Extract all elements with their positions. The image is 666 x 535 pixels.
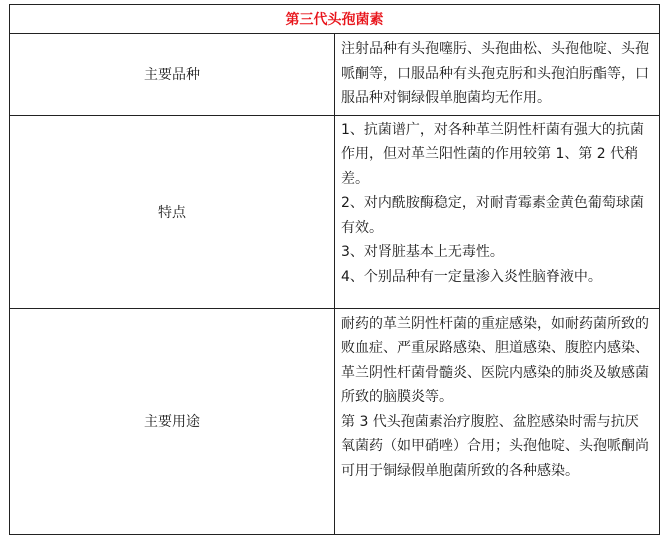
paragraph: 3、对肾脏基本上无毒性。 [341,244,504,260]
paragraph: 2、对内酰胺酶稳定，对耐青霉素金黄色葡萄球菌有效。 [341,195,644,236]
paragraph: 注射品种有头孢噻肟、头孢曲松、头孢他啶、头孢哌酮等，口服品种有头孢克肟和头孢泊肟酯等，口服品种对铜绿假单胞菌均无作用。 [341,41,649,106]
table-title: 第三代头孢菌素 [10,5,660,34]
row-content-main-uses [335,308,660,534]
paragraph: 耐药的革兰阴性杆菌的重症感染，如耐药菌所致的败血症、严重尿路感染、胆道感染、腹腔内感染、革兰阴性杆菌骨髓炎、医院内感染的肺炎及敏感菌所致的脑膜炎等。 [341,315,649,405]
row-label-main-varieties: 主要品种 [10,34,335,116]
table-row [10,115,660,308]
paragraph: 1、抗菌谱广，对各种革兰阴性杆菌有强大的抗菌作用，但对革兰阳性菌的作用较第 1、第 2 代稍差。 [341,121,644,187]
row-label-main-uses: 主要用途 [10,308,335,534]
cephalosporin-info-table [9,4,660,535]
paragraph: 4、个别品种有一定量渗入炎性脑脊液中。 [341,268,602,285]
row-content-features [335,115,660,308]
row-content-main-varieties [335,34,660,116]
table-row [10,34,660,116]
paragraph: 第 3 代头孢菌素治疗腹腔、盆腔感染时需与抗厌氧菌药（如甲硝唑）合用；头孢他啶、头孢哌酮尚可用于铜绿假单胞菌所致的各种感染。 [341,413,649,479]
table-title-row [10,5,660,34]
row-label-features: 特点 [10,115,335,308]
table-row [10,308,660,534]
